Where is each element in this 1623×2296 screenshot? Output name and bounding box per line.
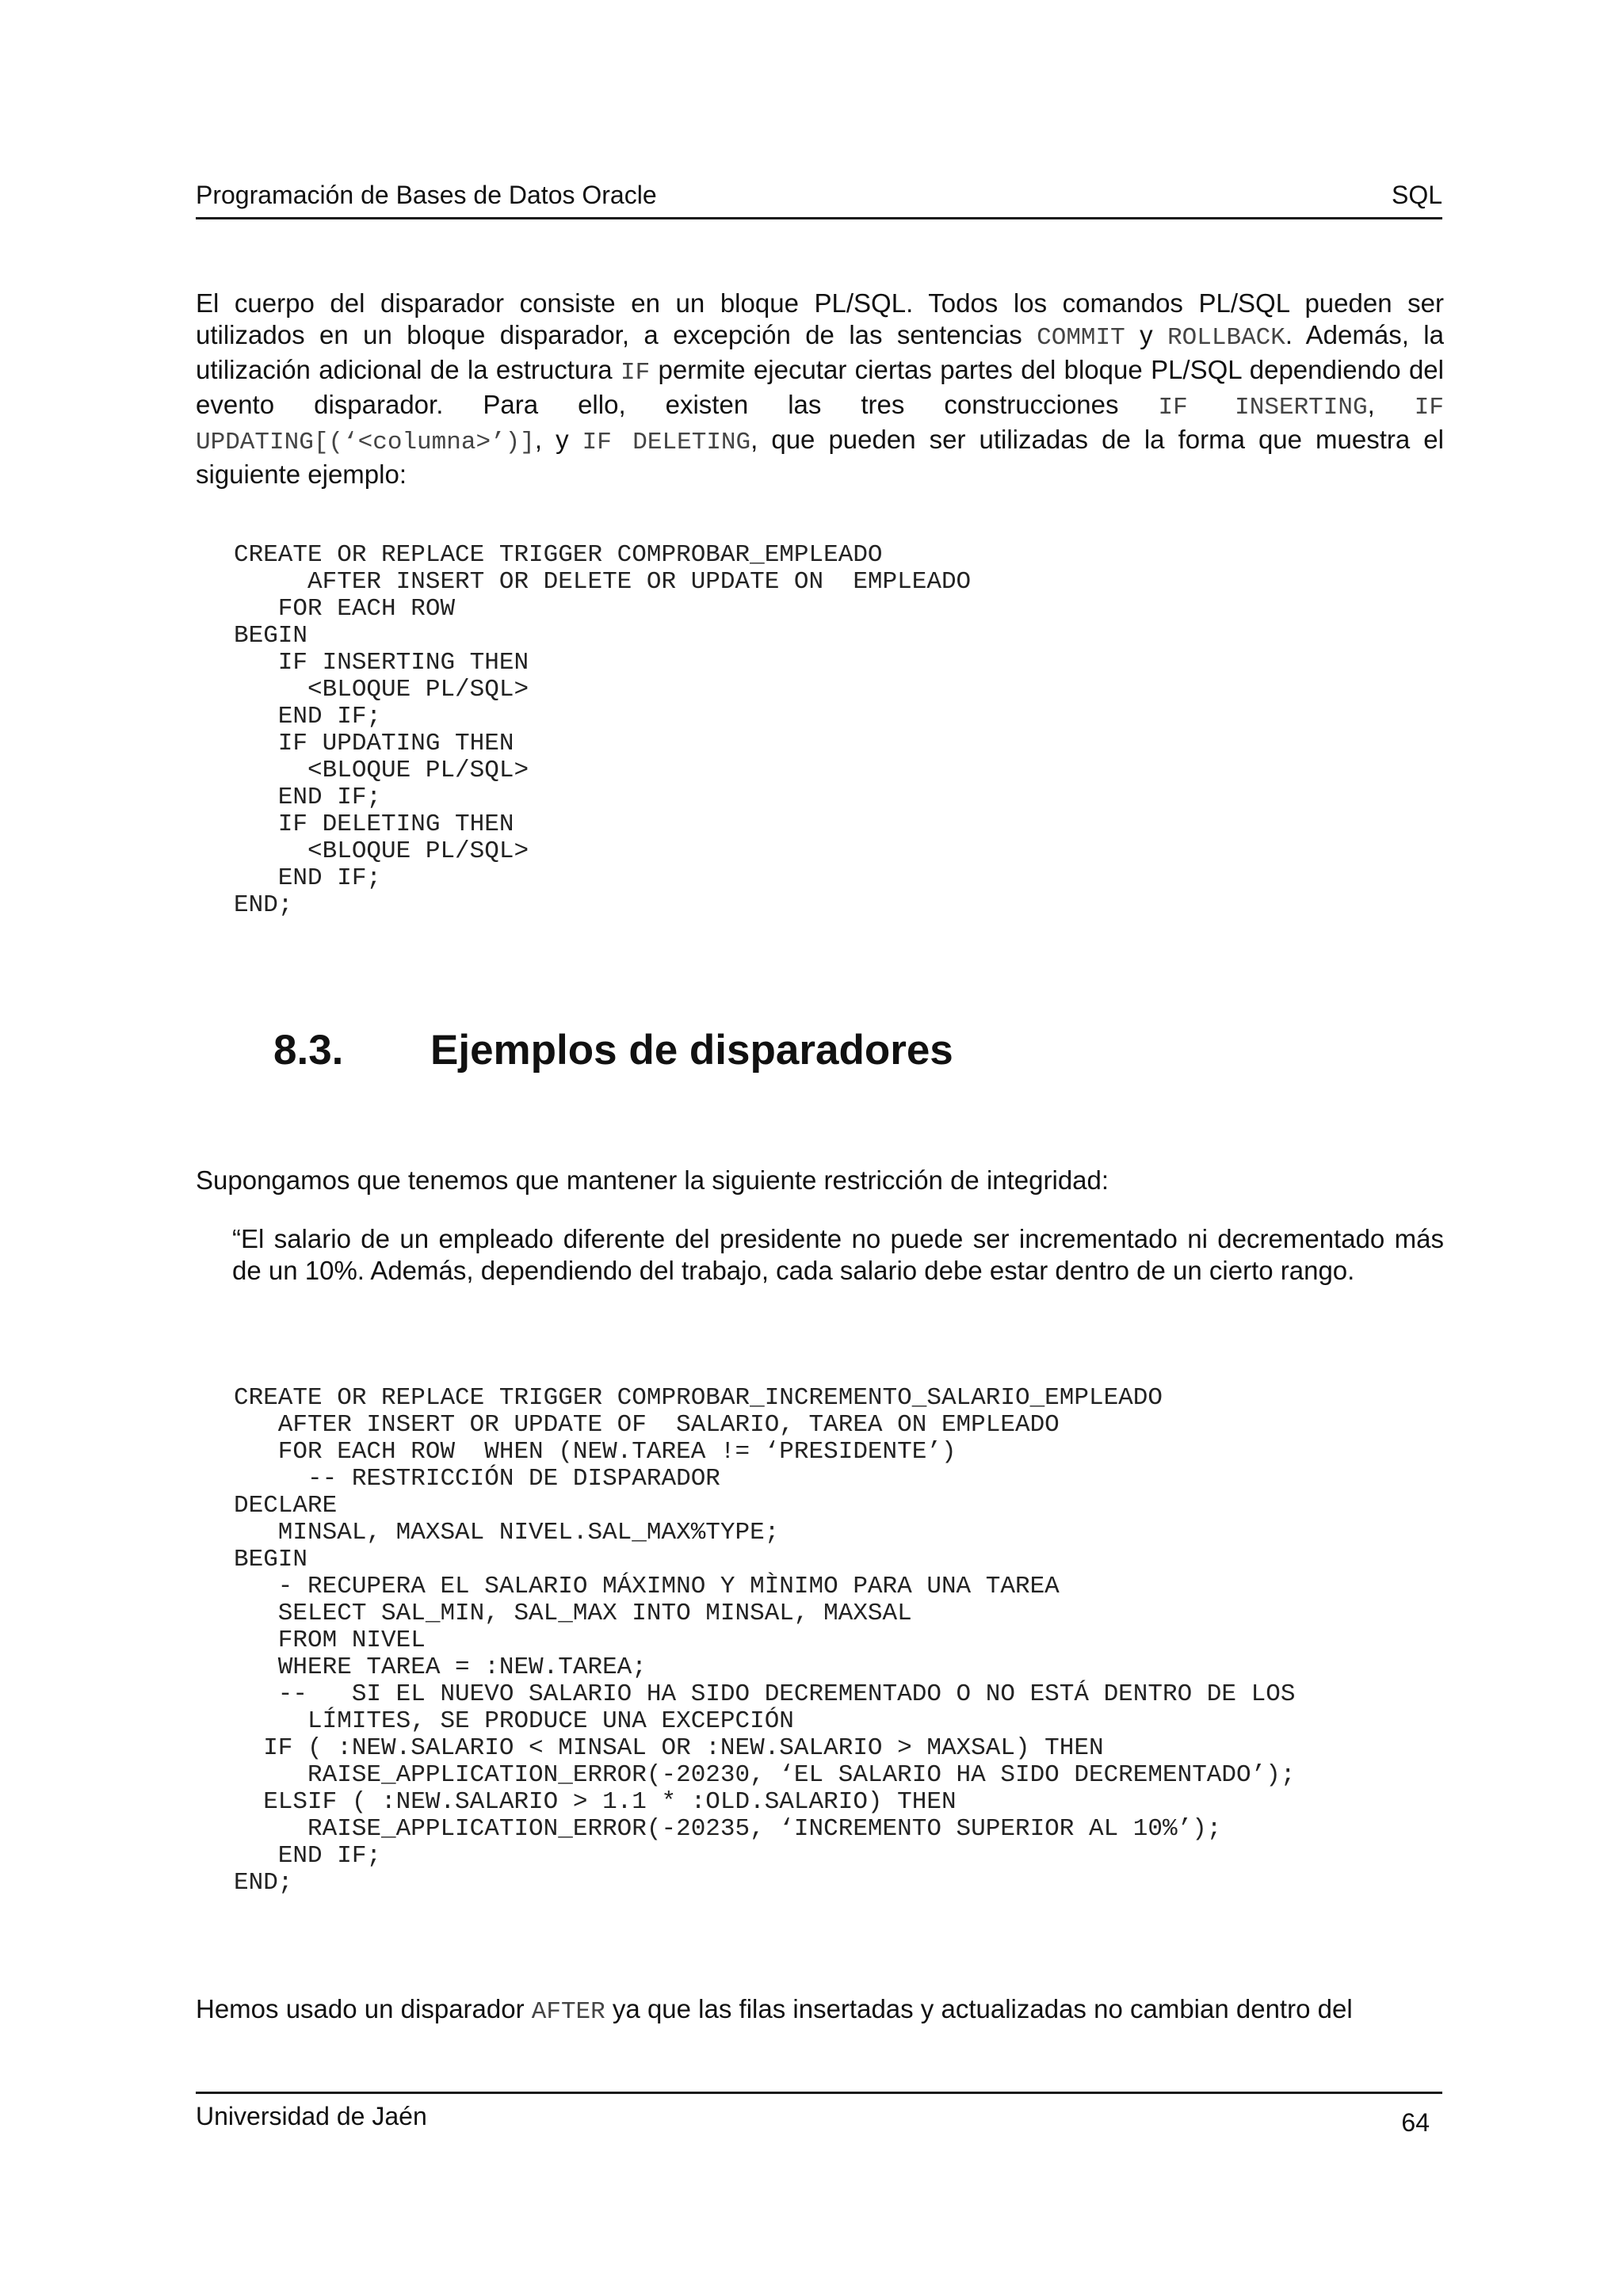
- footer-institution: Universidad de Jaén: [196, 2102, 427, 2130]
- inline-code-if-inserting: IF INSERTING: [1158, 394, 1368, 421]
- intro-text-5: ,: [1367, 390, 1415, 419]
- section-heading: [273, 1025, 953, 1076]
- chapter-label: SQL: [1391, 181, 1442, 209]
- page-footer: [196, 2092, 1442, 2137]
- closing-paragraph: [196, 1993, 1444, 2028]
- inline-code-commit: COMMIT: [1037, 324, 1125, 352]
- inline-code-rollback: ROLLBACK: [1167, 324, 1285, 352]
- section-title: Ejemplos de disparadores: [430, 1027, 953, 1074]
- intro-text-4: permite ejecutar ciertas partes del bloque PL/SQL dependiendo del evento disparador. Para ello, existen las tres construcciones: [196, 355, 1444, 419]
- intro-paragraph: [196, 288, 1444, 490]
- inline-code-if-updating: IF UPDATING[(‘<columna>’)]: [196, 394, 1444, 456]
- intro-text-2: y: [1125, 320, 1168, 349]
- intro-text-3: . Además, la utilización adicional de la estructura: [196, 320, 1444, 384]
- code-block-trigger-example: CREATE OR REPLACE TRIGGER COMPROBAR_EMPLEADO AFTER INSERT OR DELETE OR UPDATE ON EMPLEADO FOR EACH ROW BEGIN IF INSERTING THEN <BLOQUE PL/SQL> END IF; IF UPDATING THEN <BLOQUE PL/SQL> END IF; IF DELETING THEN <BLOQUE PL/SQL> END IF; END;: [234, 541, 972, 919]
- intro-text-7: , que pueden ser utilizadas de la forma que muestra el siguiente ejemplo:: [196, 425, 1444, 489]
- page-header: [196, 179, 1442, 219]
- code-block-salary-trigger: CREATE OR REPLACE TRIGGER COMPROBAR_INCREMENTO_SALARIO_EMPLEADO AFTER INSERT OR UPDATE OF SALARIO, TAREA ON EMPLEADO FOR EACH ROW WHEN (NEW.TAREA != ‘PRESIDENTE’) -- RESTRICCIÓN DE DISPARADOR DECLARE MINSAL, MAXSAL NIVEL.SAL_MAX%TYPE; BEGIN - RECUPERA EL SALARIO MÁXIMNO Y MÌNIMO PARA UNA TAREA SELECT SAL_MIN, SAL_MAX INTO MINSAL, MAXSAL FROM NIVEL WHERE TAREA = :NEW.TAREA; -- SI EL NUEVO SALARIO HA SIDO DECREMENTADO O NO ESTÁ DENTRO DE LOS LÍMITES, SE PRODUCE UNA EXCEPCIÓN IF ( :NEW.SALARIO < MINSAL OR :NEW.SALARIO > MAXSAL) THEN RAISE_APPLICATION_ERROR(-20230, ‘EL SALARIO HA SIDO DECREMENTADO’); ELSIF ( :NEW.SALARIO > 1.1 * :OLD.SALARIO) THEN RAISE_APPLICATION_ERROR(-20235, ‘INCREMENTO SUPERIOR AL 10%’); END IF; END;: [234, 1384, 1296, 1897]
- section-number: 8.3.: [273, 1027, 344, 1074]
- integrity-constraint-quote: “El salario de un empleado diferente del presidente no puede ser incrementado ni decrementado más de un 10%. Además, dependiendo del trabajo, cada salario debe estar dentro de un cierto rango.: [232, 1224, 1444, 1285]
- integrity-intro-paragraph: Supongamos que tenemos que mantener la siguiente restricción de integridad:: [196, 1165, 1109, 1195]
- inline-code-after: AFTER: [531, 1998, 605, 2026]
- inline-code-if: IF: [620, 359, 651, 387]
- closing-text-1: Hemos usado un disparador: [196, 1994, 532, 2023]
- intro-text-6: , y: [534, 425, 582, 454]
- intro-text-1: El cuerpo del disparador consiste en un bloque PL/SQL. Todos los comandos PL/SQL pueden ser utilizados en un bloque disparador, a excepción de las sentencias: [196, 288, 1444, 349]
- closing-text-2: ya que las filas insertadas y actualizadas no cambian dentro del: [605, 1994, 1353, 2023]
- document-title: Programación de Bases de Datos Oracle: [196, 181, 657, 209]
- page-number: 64: [1401, 2108, 1430, 2137]
- inline-code-if-deleting: IF DELETING: [582, 429, 751, 456]
